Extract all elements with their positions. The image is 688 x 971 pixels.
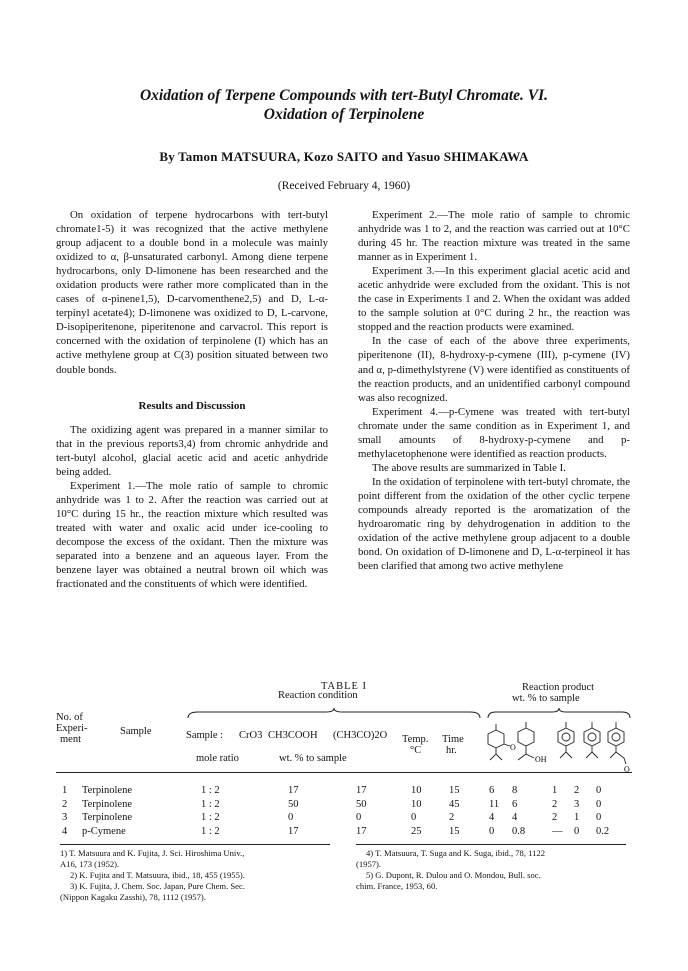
- wt-to-sample-label: wt. % to sample: [279, 753, 347, 764]
- table-cell-time: 2: [449, 812, 455, 823]
- col-temp-unit: °C: [410, 745, 422, 756]
- col-no-line-1: No. of: [56, 712, 83, 723]
- table-cell-acetic-anhydride: 17: [356, 825, 367, 837]
- methylacetophenone-structure: [608, 722, 626, 764]
- col-cro3: CrO3: [239, 730, 263, 741]
- col-time-unit: hr.: [446, 745, 457, 756]
- table-cell-product-4: 0: [574, 825, 580, 837]
- table-cell-product-3: 1: [552, 785, 558, 796]
- sample-label: Sample :: [186, 730, 224, 741]
- paragraph-summary: The above results are summarized in Table I.: [372, 461, 566, 474]
- cymene-structure: [558, 722, 574, 758]
- table-cell-product-5: 0.2: [596, 825, 610, 837]
- footnote-5-cont: chim. France, 1953, 60.: [356, 881, 438, 891]
- table-title: TABLE I: [320, 681, 368, 692]
- piperitenone-structure: [488, 724, 510, 760]
- col-no-line-3: ment: [60, 734, 81, 745]
- reaction-condition-header: Reaction condition: [278, 690, 358, 701]
- left-column: [56, 208, 328, 591]
- table-cell-product-5: 0: [596, 812, 602, 823]
- paragraph-discussion: In the oxidation of terpinolene with tert-butyl chromate, the point different from the oxidation of the other cyclic terpene compounds already reported is the aromatization of the hydroaromatic ring by dehydrogenation in addition to the oxidation of the active methylene group adjacent to a double bond. On oxidation of D-limonene and D, L-α-terpineol it has been clarified that among two active methylene: [358, 475, 630, 573]
- footnote-3: 3) K. Fujita, J. Chem. Soc. Japan, Pure Chem. Sec.: [70, 881, 245, 891]
- table-cell-product-4: 1: [574, 812, 580, 823]
- table-cell-acetic-acid: 17: [288, 825, 299, 837]
- table-cell-sample: Terpinolene: [82, 812, 132, 823]
- table-cell-product-2: 6: [512, 798, 518, 810]
- table-cell-acetic-acid: 50: [288, 798, 299, 810]
- table-cell-product-4: 2: [574, 785, 580, 796]
- right-column: [358, 208, 630, 573]
- table-cell-no: 1: [62, 785, 68, 796]
- section-heading: Results and Discussion: [138, 399, 246, 412]
- footnote-rule-right: [356, 844, 626, 845]
- table-cell-acetic-anhydride: 50: [356, 798, 367, 810]
- paper-title: [60, 86, 628, 124]
- col-acetic-acid: CH3COOH: [268, 730, 318, 741]
- table-cell-product-2: 4: [512, 812, 518, 823]
- footnote-1-cont: A16, 173 (1952).: [60, 859, 120, 869]
- table-cell-mole-ratio: 1 : 2: [201, 785, 220, 796]
- paragraph-experiment-4: Experiment 4.—p-Cymene was treated with tert-butyl chromate under the same condition as in Experiment 1, and small amounts of 8-hydroxy-p-cymene and p-methylacetophenone were identified as reaction products.: [358, 405, 630, 460]
- table-cell-product-5: 0: [596, 785, 602, 796]
- paragraph-experiment-3: Experiment 3.—In this experiment glacial acetic acid and acetic anhydride were excluded from the oxidant. This is not the case in Experiments 1 and 2. When the oxidant was added to the sample solution at 0°C during 2 hr., the reaction was stopped and the reaction products were examined.: [358, 265, 630, 334]
- mole-ratio-label: mole ratio: [196, 753, 239, 764]
- footnote-1: 1) T. Matsuura and K. Fujita, J. Sci. Hiroshima Univ.,: [60, 848, 245, 858]
- hydroxycymene-structure: [518, 722, 534, 760]
- table-cell-acetic-anhydride: 0: [356, 812, 362, 823]
- table-cell-no: 3: [62, 812, 68, 823]
- title-line-1: Oxidation of Terpene Compounds with tert-Butyl Chromate. VI.: [139, 87, 549, 104]
- table-cell-temp: 25: [411, 825, 422, 837]
- table-rule: [56, 772, 632, 773]
- table-cell-product-2: 0.8: [512, 825, 526, 837]
- condition-brace: [186, 708, 482, 720]
- oxo-label-1: O: [510, 743, 516, 752]
- table-cell-product-5: 0: [596, 798, 602, 810]
- table-cell-product-1: 11: [489, 798, 500, 810]
- table-cell-mole-ratio: 1 : 2: [201, 812, 220, 823]
- paragraph-experiment-2: Experiment 2.—The mole ratio of sample to chromic anhydride was 1 to 2, and the reaction was carried out at 10°C during 45 hr. The reaction mixture was treated in the same manner as in Experiment 1.: [358, 209, 630, 264]
- table-cell-sample: p-Cymene: [82, 825, 126, 837]
- footnotes-left: [60, 848, 330, 903]
- col-acetic-anhydride: (CH3CO)2O: [333, 730, 388, 741]
- table-cell-acetic-anhydride: 17: [356, 785, 367, 796]
- paragraph-oxidant: The oxidizing agent was prepared in a manner similar to that in the previous reports3,4) from chromic anhydride and tert-butyl alcohol, glacial acetic acid and acetic anhydride being added.: [56, 423, 328, 478]
- table-cell-product-3: —: [552, 825, 563, 837]
- table-cell-mole-ratio: 1 : 2: [201, 825, 220, 837]
- footnote-2: 2) K. Fujita and T. Matsuura, ibid., 18, 455 (1955).: [70, 870, 245, 880]
- footnote-3-cont: (Nippon Kagaku Zasshi), 78, 1112 (1957).: [60, 892, 206, 902]
- product-structures: [480, 718, 632, 774]
- col-sample: Sample: [120, 726, 152, 737]
- reaction-product-unit: wt. % to sample: [512, 693, 580, 704]
- footnote-rule-left: [60, 844, 330, 845]
- oxo-label-2: O: [624, 765, 630, 774]
- col-time: Time: [442, 734, 464, 745]
- table-cell-temp: 10: [411, 798, 422, 810]
- table-cell-temp: 10: [411, 785, 422, 796]
- footnote-4-cont: (1957).: [356, 859, 382, 869]
- hydroxy-label: OH: [535, 755, 547, 764]
- table-cell-time: 45: [449, 798, 460, 810]
- table-cell-product-2: 8: [512, 785, 518, 796]
- paragraph-experiment-1: Experiment 1.—The mole ratio of sample to chromic anhydride was 1 to 2. After the reaction was carried out at 10°C during 15 hr., the reaction mixture which resulted was treated with water and oxalic acid under ice-cooling to decompose the excess of the oxidant. Then the mixture was separated into a benzene and an aqueous layer. From the benzene layer was obtained a neutral brown oil which was fractionated and the constituents of which were identified.: [56, 479, 328, 591]
- table-cell-time: 15: [449, 785, 460, 796]
- footnote-5: 5) G. Dupont, R. Dulou and O. Mondou, Bull. soc.: [366, 870, 541, 880]
- table-cell-acetic-acid: 17: [288, 785, 299, 796]
- footnote-4: 4) T. Matsuura, T. Suga and K. Suga, ibid., 78, 1122: [366, 848, 546, 858]
- table-cell-temp: 0: [411, 812, 417, 823]
- authors: By Tamon MATSUURA, Kozo SAITO and Yasuo SHIMAKAWA: [159, 149, 529, 164]
- table-cell-sample: Terpinolene: [82, 785, 132, 796]
- paragraph-products: In the case of each of the above three experiments, piperitenone (II), 8-hydroxy-p-cymene (III), p-cymene (IV) and α, p-dimethylstyrene (V) were identified as constituents of the reaction products, and an unidentified carbonyl compound was also recognized.: [358, 335, 630, 404]
- intro-paragraph: On oxidation of terpene hydrocarbons with tert-butyl chromate1-5) it was recognized that the active methylene group adjacent to a double bond in a molecule was mainly oxidized to α, β-unsaturated carbonyl. Among diene terpene hydrocarbons, only D-limonene has been researched and the oxidation products were rather more complicated than in the cases of α-pinene1,5), D-carvomenthene2,5) and D, L-α-terpinyl acetate4); D-limonene was oxidized to D, L-carvone, D-isopiperitenone, piperitenone and carvacrol. This report is concerned with the oxidation of terpinolene (I) which has an active methylene group at C(3) position situated between two double bonds.: [56, 209, 328, 376]
- reaction-product-header: Reaction product: [522, 682, 595, 693]
- col-temp: Temp.: [402, 734, 429, 745]
- table-cell-no: 4: [62, 825, 68, 837]
- table-cell-time: 15: [449, 825, 460, 837]
- title-line-2: Oxidation of Terpinolene: [263, 106, 425, 123]
- table-cell-product-3: 2: [552, 812, 558, 823]
- table-cell-mole-ratio: 1 : 2: [201, 798, 220, 810]
- table-cell-acetic-acid: 0: [288, 812, 294, 823]
- table-cell-product-3: 2: [552, 798, 558, 810]
- table-cell-product-1: 4: [489, 812, 495, 823]
- dimethylstyrene-structure: [584, 722, 600, 758]
- received-date: (Received February 4, 1960): [277, 180, 411, 192]
- col-no-line-2: Experi-: [56, 723, 88, 734]
- footnotes-right: [356, 848, 626, 892]
- table-cell-sample: Terpinolene: [82, 798, 132, 810]
- table-cell-product-1: 0: [489, 825, 495, 837]
- table-cell-no: 2: [62, 798, 68, 810]
- table-cell-product-1: 6: [489, 785, 495, 796]
- table-cell-product-4: 3: [574, 798, 580, 810]
